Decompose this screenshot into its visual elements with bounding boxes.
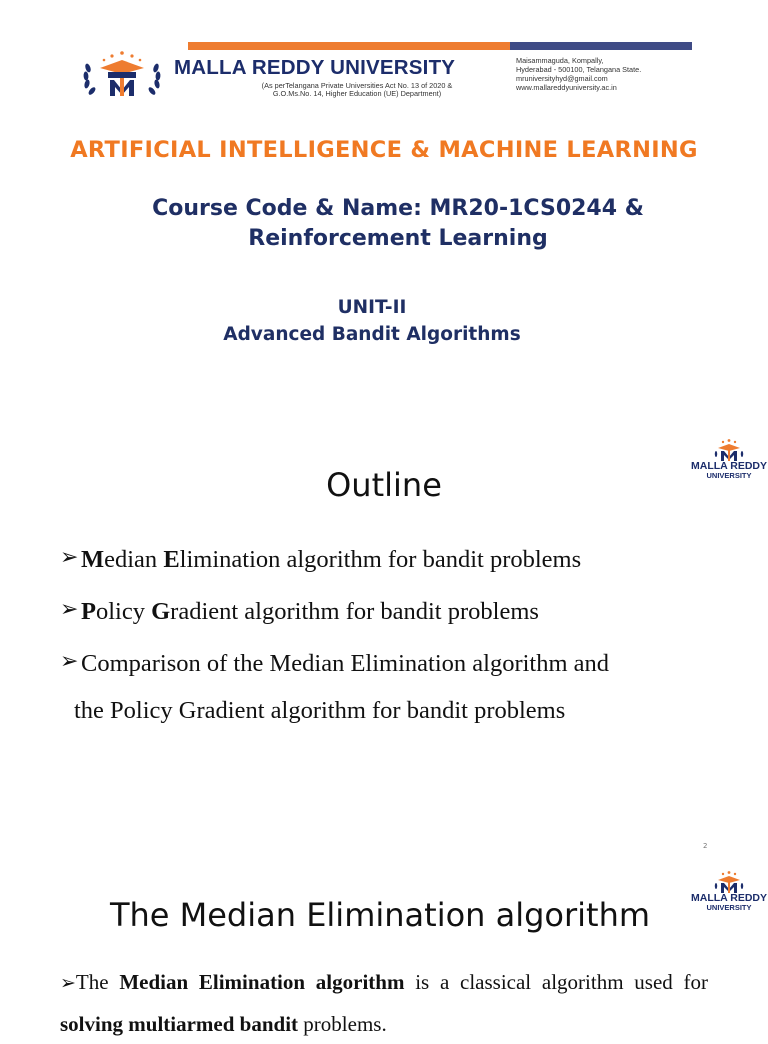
slide-title: Outline xyxy=(326,466,442,504)
unit-title: Advanced Bandit Algorithms xyxy=(223,324,521,345)
title-slide xyxy=(0,0,768,408)
course-title: Course Code & Name: MR20-1CS0244 & Reinforcement Learning xyxy=(152,196,644,251)
slide-body-text: ➢The Median Elimination algorithm is a classical algorithm used for solving multiarmed bandit problems. xyxy=(60,970,708,1036)
university-emblem-icon xyxy=(690,438,768,462)
page-number: 2 xyxy=(703,842,708,850)
bullet-arrow-icon: ➢ xyxy=(60,544,79,569)
unit-label: UNIT-II xyxy=(337,297,407,318)
university-header-banner xyxy=(76,40,692,98)
bullet-arrow-icon: ➢ xyxy=(60,973,76,994)
badge-text: MALLA REDDY UNIVERSITY xyxy=(690,892,768,912)
department-title: ARTIFICIAL INTELLIGENCE & MACHINE LEARNING xyxy=(70,137,698,163)
slide-title: The Median Elimination algorithm xyxy=(109,896,651,934)
university-contact-info: Maisammaguda, Kompally, Hyderabad - 500100, Telangana State. mruniversityhyd@gmail.com www.mallareddyuniversity.ac.in xyxy=(516,56,642,92)
header-color-bar xyxy=(188,42,692,50)
median-elimination-slide xyxy=(0,858,768,1036)
bullet-arrow-icon: ➢ xyxy=(60,648,79,673)
outline-list xyxy=(60,534,700,736)
list-item: ➢ Median Elimination algorithm for bandit problems xyxy=(60,534,700,586)
university-act-text: (As perTelangana Private Universities Act No. 13 of 2020 & G.O.Ms.No. 14, Higher Education (UE) Department) xyxy=(261,81,453,98)
list-item: ➢ Comparison of the Median Elimination algorithm and the Policy Gradient algorithm for bandit problems xyxy=(60,638,700,736)
unit-heading xyxy=(0,294,744,348)
university-emblem-icon xyxy=(690,870,768,894)
list-item: ➢ Policy Gradient algorithm for bandit problems xyxy=(60,586,700,638)
bullet-arrow-icon: ➢ xyxy=(60,596,79,621)
university-emblem-icon xyxy=(78,50,166,98)
university-name: MALLA REDDY UNIVERSITY xyxy=(174,56,456,79)
badge-text: MALLA REDDY UNIVERSITY xyxy=(690,460,768,480)
outline-slide xyxy=(0,408,768,858)
